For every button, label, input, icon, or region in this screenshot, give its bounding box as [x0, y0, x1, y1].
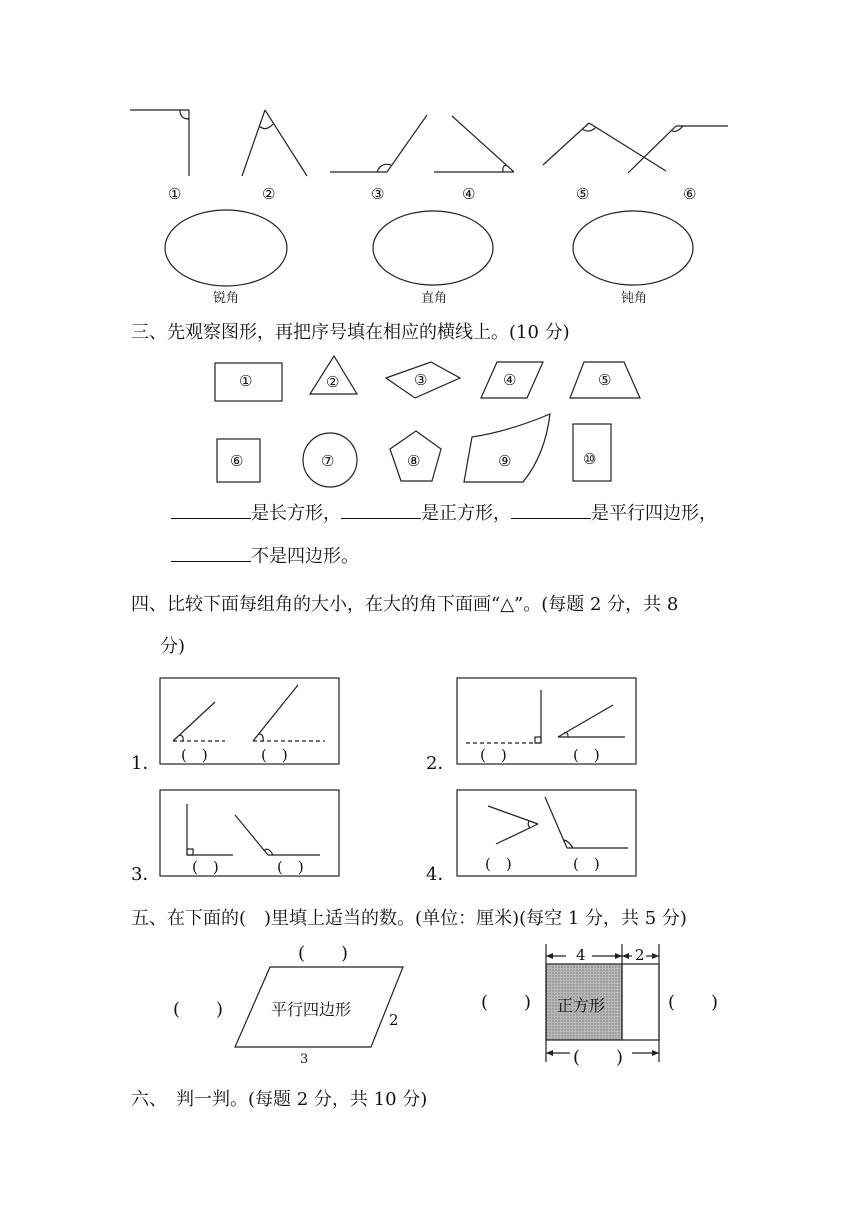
square-label: 正方形	[557, 996, 606, 1015]
compare-paren[interactable]: ( )	[573, 746, 600, 764]
shape-number: ②	[326, 373, 340, 391]
parallelogram-label: 平行四边形	[271, 1000, 352, 1019]
section5-heading: 五、在下面的( )里填上适当的数。(单位：厘米)(每空 1 分，共 5 分)	[131, 908, 687, 929]
category-label-acute: 锐角	[213, 291, 240, 306]
angle-number: ④	[462, 185, 476, 203]
angle-number: ①	[168, 185, 182, 203]
square-left-blank[interactable]: ( )	[481, 992, 532, 1013]
shape-number: ①	[239, 372, 253, 390]
fill-line-2: 不是四边形。	[171, 543, 359, 570]
compare-paren[interactable]: ( )	[573, 855, 600, 873]
dimension-4: 4	[576, 946, 586, 964]
total-width-blank[interactable]: ( )	[573, 1047, 624, 1068]
section3-heading: 三、先观察图形，再把序号填在相应的横线上。(10 分)	[131, 322, 570, 343]
item-label: 2．	[426, 753, 456, 774]
compare-paren[interactable]: ( )	[485, 855, 512, 873]
parallelogram-base: 3	[300, 1052, 309, 1067]
compare-paren[interactable]: ( )	[261, 746, 288, 764]
fill-line-1: 是长方形， 是正方形， 是平行四边形，	[171, 500, 717, 527]
angle-number: ②	[262, 185, 276, 203]
parallelogram-side: 2	[389, 1011, 399, 1029]
parallelogram-left-blank[interactable]: ( )	[173, 999, 224, 1020]
item-label: 4．	[426, 864, 456, 885]
compare-paren[interactable]: ( )	[277, 858, 304, 876]
shape-number: ⑨	[498, 452, 512, 470]
shape-number: ⑤	[598, 371, 612, 389]
item-label: 3．	[131, 864, 161, 885]
angle-number: ③	[371, 185, 385, 203]
section6-heading: 六、 判一判。(每题 2 分，共 10 分)	[131, 1089, 428, 1110]
shape-number: ⑦	[321, 452, 335, 470]
shape-number: ⑧	[407, 452, 421, 470]
section4-heading-cont: 分)	[160, 636, 186, 657]
dimension-2: 2	[635, 946, 645, 964]
angle-number: ⑤	[576, 185, 590, 203]
compare-paren[interactable]: ( )	[480, 746, 507, 764]
compare-paren[interactable]: ( )	[192, 858, 219, 876]
category-label-obtuse: 钝角	[621, 291, 648, 306]
rectangle-right-blank[interactable]: ( )	[668, 992, 719, 1013]
item-label: 1．	[131, 753, 161, 774]
compare-paren[interactable]: ( )	[181, 746, 208, 764]
section4-heading: 四、比较下面每组角的大小，在大的角下面画“△”。(每题 2 分，共 8	[131, 594, 679, 615]
shape-number: ④	[503, 371, 517, 389]
shape-number: ⑩	[583, 450, 597, 468]
category-label-right: 直角	[421, 291, 448, 306]
shape-number: ③	[414, 371, 428, 389]
shape-number: ⑥	[230, 452, 244, 470]
parallelogram-top-blank[interactable]: ( )	[298, 943, 349, 964]
angle-number: ⑥	[683, 185, 697, 203]
